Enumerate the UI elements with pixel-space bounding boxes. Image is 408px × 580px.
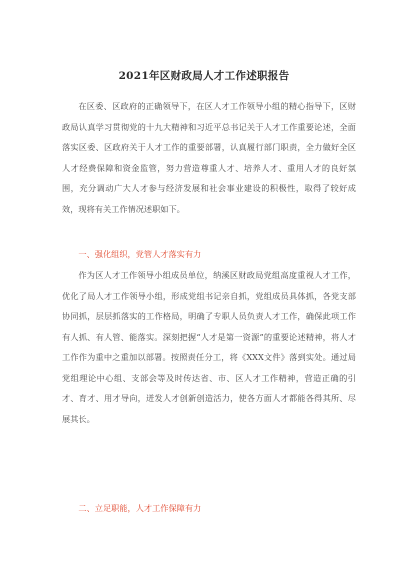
intro-paragraph: 在区委、区政府的正确领导下，在区人才工作领导小组的精心指导下，区财政局认真学习贯彻党的十九大精神和习近平总书记关于人才工作重要论述，全面落实区委、区政府关于人才工作的重要部署，认真履行部门职责，全力做好全区人才经费保障和资金监管，努力营造尊重人才、培养人才、重用人才的良好氛围，充分调动广大人才参与经济发展和社会事业建设的积极性，取得了较好成效，现将有关工作情况述职如下。 <box>62 101 356 214</box>
section-heading-1: 一、强化组织，党管人才落实有力 <box>78 249 202 259</box>
document-title: 2021年区财政局人才工作述职报告 <box>118 70 290 82</box>
section-1-paragraph: 作为区人才工作领导小组成员单位，纳溪区财政局党组高度重视人才工作，优化了局人才工作领导小组，形成党组书记亲自抓，党组成员具体抓，各党支部协同抓，层层抓落实的工作格局，明确了专职人员负责人才工作，确保此项工作有人抓、有人管、能落实。深刻把握“人才是第一资源”的重要论述精神，将人才工作作为重中之重加以部署。按照责任分工，将《XXX文件》落到实处。通过局党组理论中心组、支部会等及时传达省、市、区人才工作精神，营造正确的引才、育才、用才导向，迸发人才创新创造活力，使各方面人才都能各得其所、尽展其长。 <box>62 270 356 424</box>
section-heading-2: 二、立足职能，人才工作保障有力 <box>78 503 202 513</box>
